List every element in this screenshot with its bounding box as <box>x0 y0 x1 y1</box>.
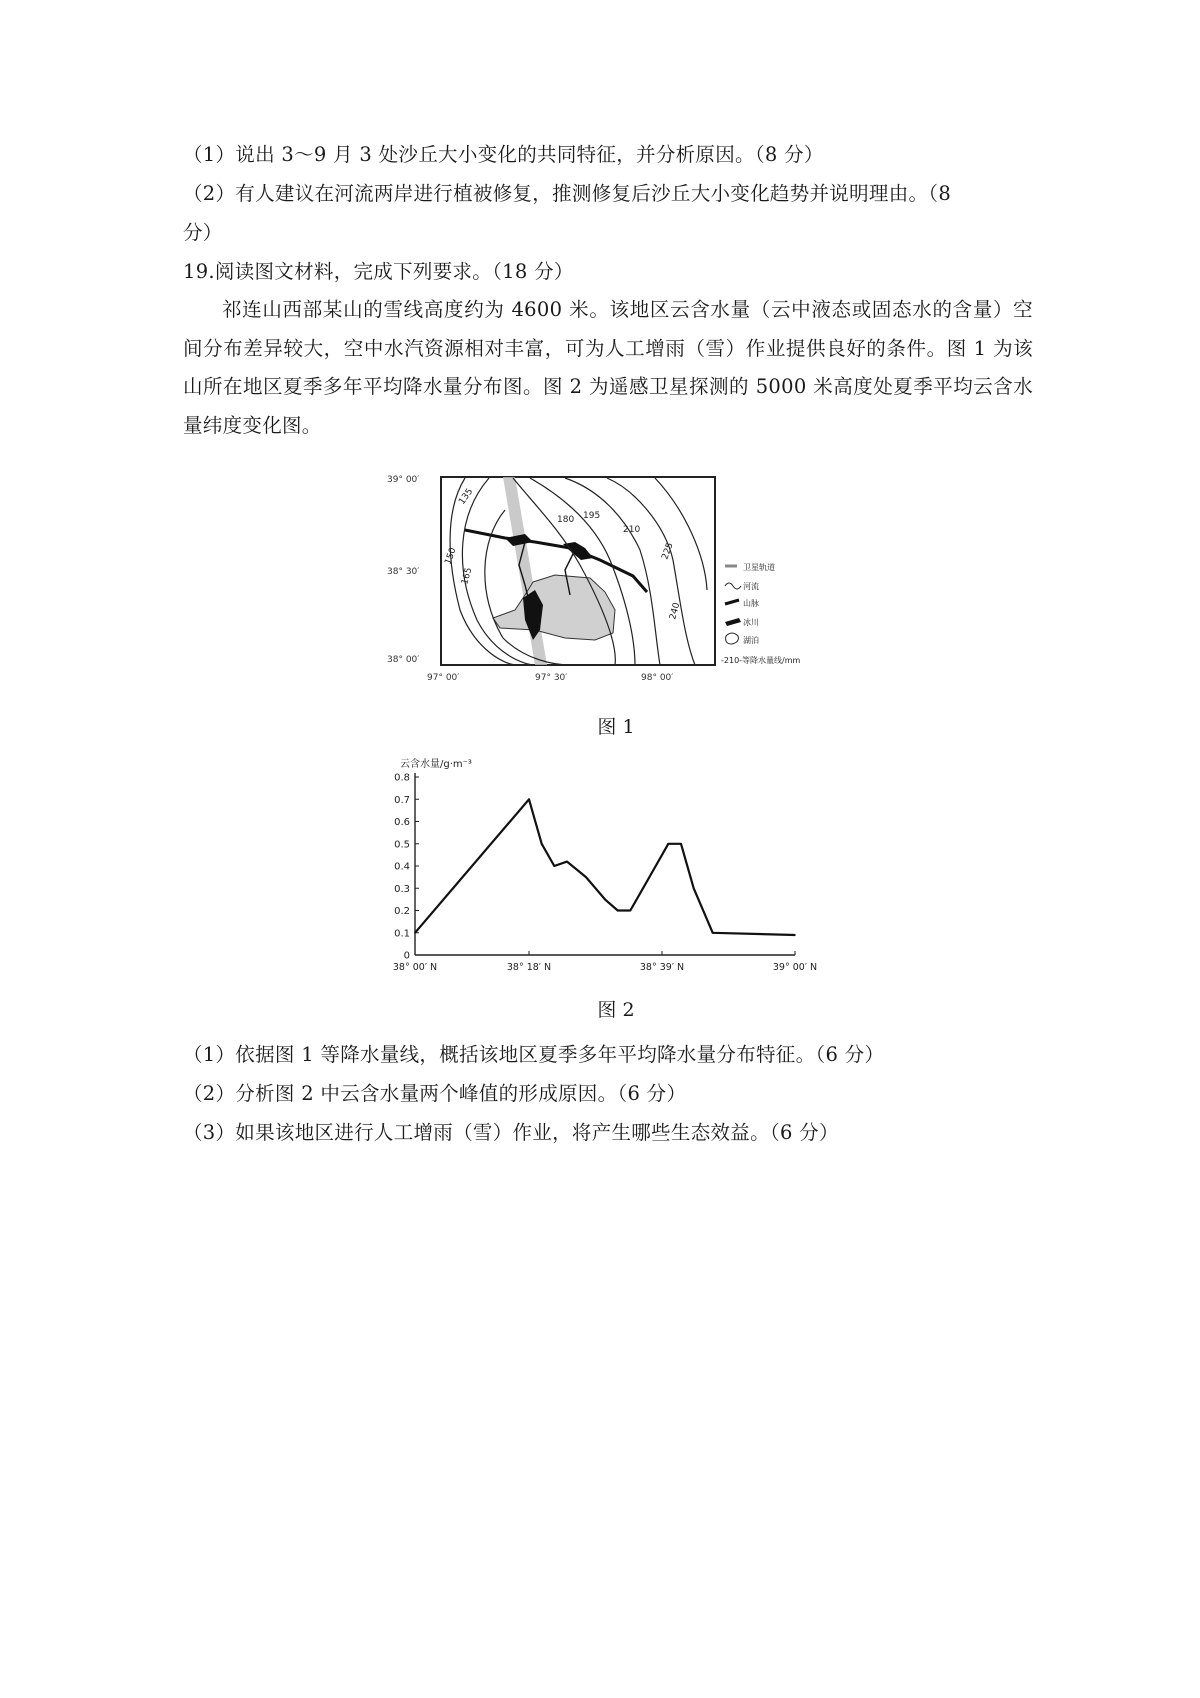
legend-river: 河流 <box>743 582 759 591</box>
isohyet-180: 180 <box>557 515 575 525</box>
y-tick-label: 0.4 <box>394 861 410 873</box>
q18-sub1: （1）说出 3～9 月 3 处沙丘大小变化的共同特征，并分析原因。（8 分） <box>183 143 824 166</box>
data-point <box>585 876 587 878</box>
q19-sub3: （3）如果该地区进行人工增雨（雪）作业，将产生哪些生态效益。（6 分） <box>183 1121 839 1144</box>
x-tick-label: 38° 18′ N <box>506 962 552 973</box>
legend-mountain: 山脉 <box>743 599 759 608</box>
isohyet-150: 150 <box>443 546 459 567</box>
q19-heading: 19.阅读图文材料，完成下列要求。（18 分） <box>183 260 574 283</box>
figure2-chart <box>385 755 845 980</box>
figure1-caption: 图 1 <box>597 716 635 738</box>
cloud-water-series-line <box>415 799 795 935</box>
q19-sub2: （2）分析图 2 中云含水量两个峰值的形成原因。（6 分） <box>183 1082 687 1105</box>
data-point <box>617 910 619 912</box>
figure2-ylabel: 云含水量/g·m⁻³ <box>400 759 472 770</box>
data-point <box>680 843 682 845</box>
y-tick-label: 0.8 <box>394 772 410 784</box>
q18-sub2-line1: （2）有人建议在河流两岸进行植被修复，推测修复后沙丘大小变化趋势并说明理由。（8 <box>183 182 952 205</box>
data-point <box>554 865 556 867</box>
data-point <box>712 932 714 934</box>
x-tick-label: 38° 39′ N <box>639 962 685 973</box>
data-point <box>630 910 632 912</box>
data-point <box>794 934 796 936</box>
q19-block <box>183 252 1033 445</box>
data-point <box>693 887 695 889</box>
y-tick-label: 0.2 <box>394 906 410 917</box>
x-tick-label: 38° 00′ N <box>392 962 438 973</box>
data-point <box>655 865 657 867</box>
q19-material: 祁连山西部某山的雪线高度约为 4600 米。该地区云含水量（云中液态或固态水的含量）空间分布差异较大，空中水汽资源相对丰富，可为人工增雨（雪）作业提供良好的条件。图 1 为该山所在地区夏季多年平均降水量分布图。图 2 为遥感卫星探测的 5000 米高度处夏季平均云含水量纬度变化图。 <box>183 298 1033 437</box>
legend-glacier: 冰川 <box>743 618 759 627</box>
data-point <box>604 899 606 901</box>
data-point <box>566 861 568 863</box>
data-point <box>661 854 663 856</box>
y-tick-label: 0.1 <box>394 928 410 940</box>
y-tick-label: 0.5 <box>394 839 410 851</box>
x-tick-label: 39° 00′ N <box>772 962 818 973</box>
isohyet-210: 210 <box>623 525 641 535</box>
isohyet-135: 135 <box>457 486 476 507</box>
lat-label-38: 38° 00′ <box>387 655 420 665</box>
q19-sub1: （1）依据图 1 等降水量线，概括该地区夏季多年平均降水量分布特征。（6 分） <box>183 1043 885 1066</box>
isohyet-240: 240 <box>668 601 683 621</box>
figure2-x-ticks <box>393 951 817 973</box>
data-point <box>668 843 670 845</box>
lake-shape <box>493 575 615 640</box>
q18-block <box>183 135 1033 252</box>
data-point <box>528 798 530 800</box>
isohyet-165: 165 <box>460 566 475 586</box>
lon-label-98: 98° 00′ <box>641 673 674 683</box>
legend-isohyet: -210-等降水量线/mm <box>721 656 801 665</box>
lon-label-97: 97° 00′ <box>427 673 460 683</box>
q19-subquestions <box>183 1035 1033 1152</box>
legend-lake: 湖泊 <box>743 636 759 645</box>
data-point <box>541 843 543 845</box>
figure2-axes <box>415 773 795 955</box>
lat-label-39: 39° 00′ <box>387 475 420 485</box>
map-legend <box>721 562 801 665</box>
y-tick-label: 0.6 <box>394 817 410 828</box>
y-tick-label: 0.3 <box>394 883 410 895</box>
legend-satellite-track: 卫星轨道 <box>743 563 775 572</box>
data-point <box>414 932 416 934</box>
figure1-map <box>385 470 825 700</box>
lat-label-3830: 38° 30′ <box>387 567 420 577</box>
isohyet-225: 225 <box>660 541 676 562</box>
y-tick-label: 0 <box>403 950 410 962</box>
satellite-track <box>503 477 547 665</box>
isohyet-195: 195 <box>583 511 601 521</box>
data-point <box>642 887 644 889</box>
y-tick-label: 0.7 <box>394 794 410 806</box>
data-point <box>535 821 537 823</box>
figure2-caption: 图 2 <box>597 999 635 1021</box>
lon-label-9730: 97° 30′ <box>535 673 568 683</box>
q18-sub2-line2: 分） <box>183 221 223 244</box>
